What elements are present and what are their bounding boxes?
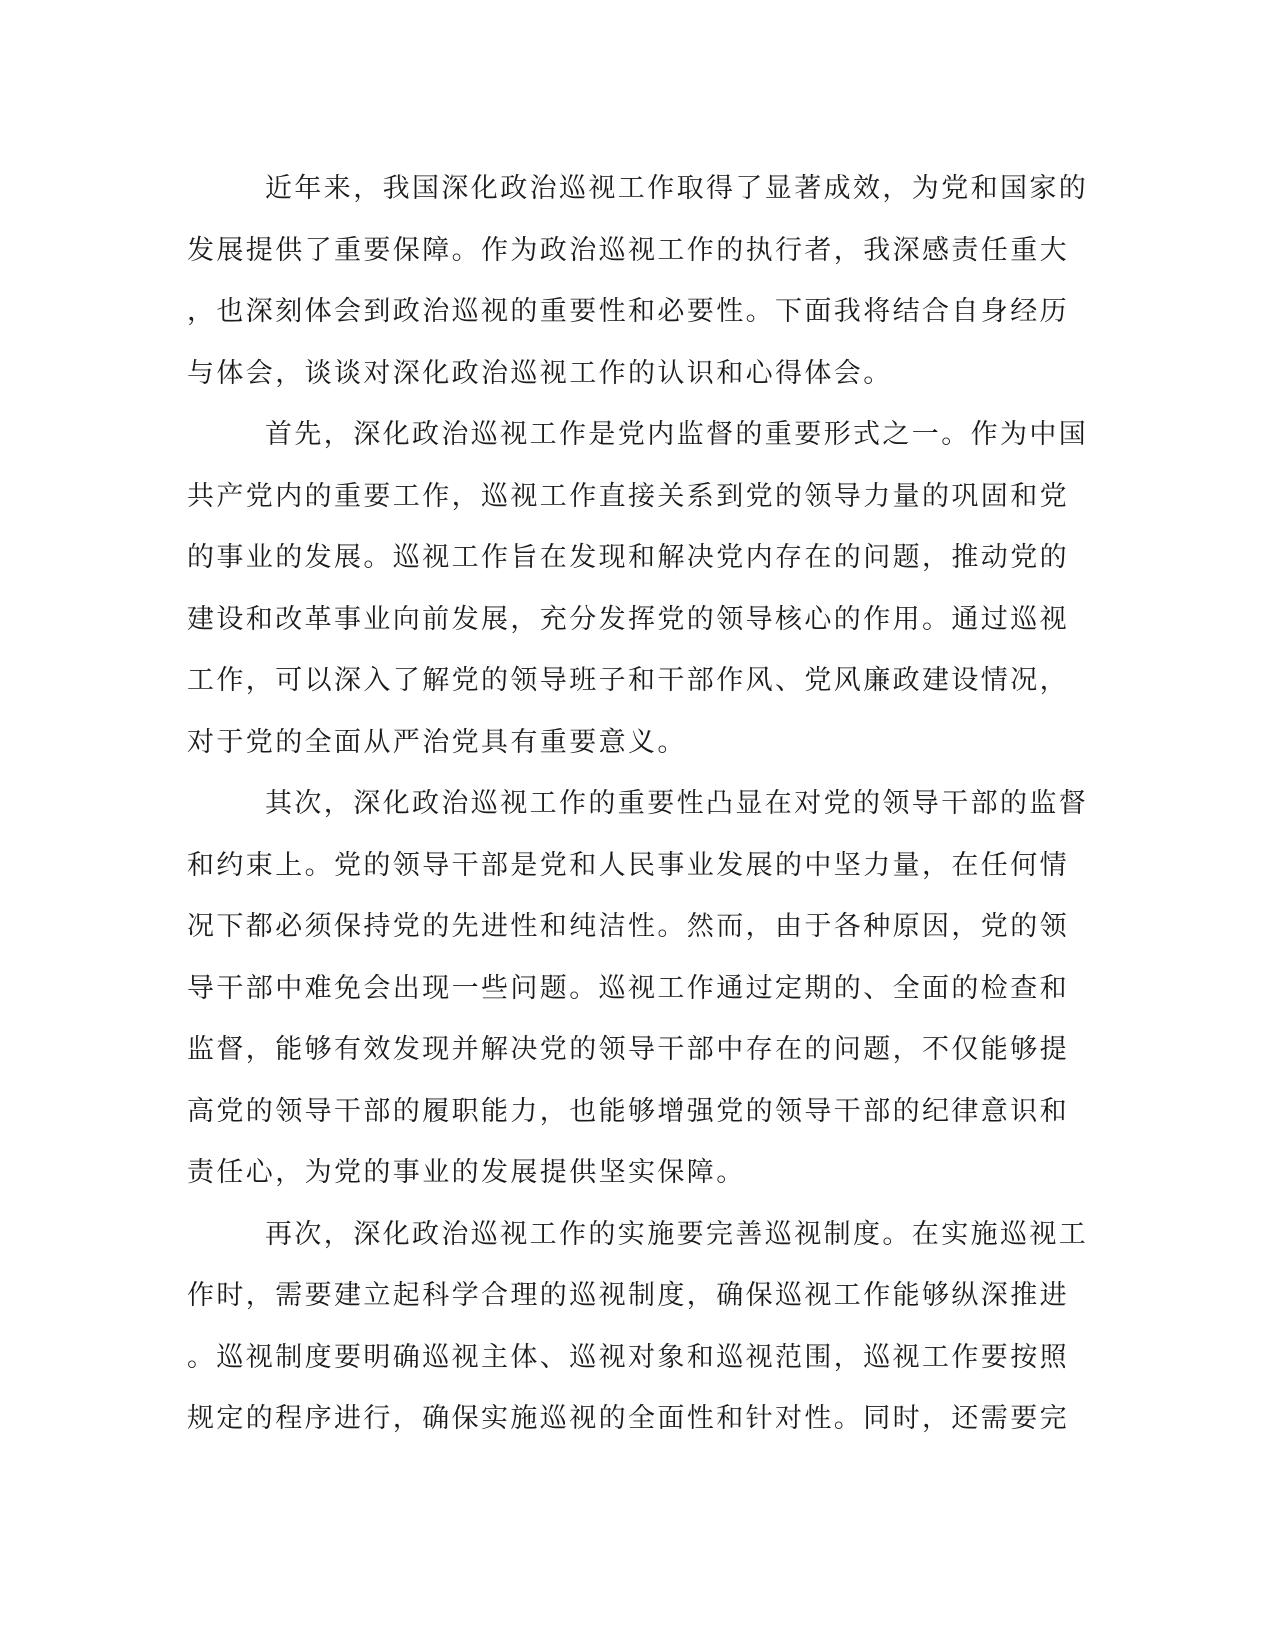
text-line: 和约束上。党的领导干部是党和人民事业发展的中坚力量，在任何情: [187, 849, 1069, 881]
text-line: ，也深刻体会到政治巡视的重要性和必要性。下面我将结合自身经历: [187, 296, 1069, 327]
text-line: 规定的程序进行，确保实施巡视的全面性和针对性。同时，还需要完: [187, 1403, 1069, 1434]
document-body: [187, 158, 1087, 1450]
text-line: 导干部中难免会出现一些问题。巡视工作通过定期的、全面的检查和: [187, 972, 1069, 1004]
text-line: 共产党内的重要工作，巡视工作直接关系到党的领导力量的巩固和党: [187, 480, 1069, 512]
text-line: 况下都必须保持党的先进性和纯洁性。然而，由于各种原因，党的领: [187, 911, 1069, 942]
text-line: 其次，深化政治巡视工作的重要性凸显在对党的领导干部的监督: [265, 788, 1089, 819]
text-line: 责任心，为党的事业的发展提供坚实保障。: [187, 1157, 746, 1188]
text-line: 工作，可以深入了解党的领导班子和干部作风、党风廉政建设情况，: [187, 665, 1069, 696]
text-line: 。巡视制度要明确巡视主体、巡视对象和巡视范围，巡视工作要按照: [187, 1341, 1069, 1373]
text-line: 高党的领导干部的履职能力，也能够增强党的领导干部的纪律意识和: [187, 1095, 1069, 1127]
text-line: 发展提供了重要保障。作为政治巡视工作的执行者，我深感责任重大: [187, 234, 1069, 266]
text-line: 再次，深化政治巡视工作的实施要完善巡视制度。在实施巡视工: [265, 1218, 1089, 1250]
text-line: 与体会，谈谈对深化政治巡视工作的认识和心得体会。: [187, 357, 893, 389]
text-line: 作时，需要建立起科学合理的巡视制度，确保巡视工作能够纵深推进: [187, 1280, 1069, 1311]
text-line: 监督，能够有效发现并解决党的领导干部中存在的问题，不仅能够提: [187, 1034, 1069, 1065]
text-line: 近年来，我国深化政治巡视工作取得了显著成效，为党和国家的: [265, 173, 1089, 204]
text-line: 的事业的发展。巡视工作旨在发现和解决党内存在的问题，推动党的: [187, 542, 1069, 573]
text-line: 对于党的全面从严治党具有重要意义。: [187, 726, 687, 758]
text-line: 首先，深化政治巡视工作是党内监督的重要形式之一。作为中国: [265, 419, 1089, 450]
text-line: 建设和改革事业向前发展，充分发挥党的领导核心的作用。通过巡视: [187, 603, 1069, 635]
